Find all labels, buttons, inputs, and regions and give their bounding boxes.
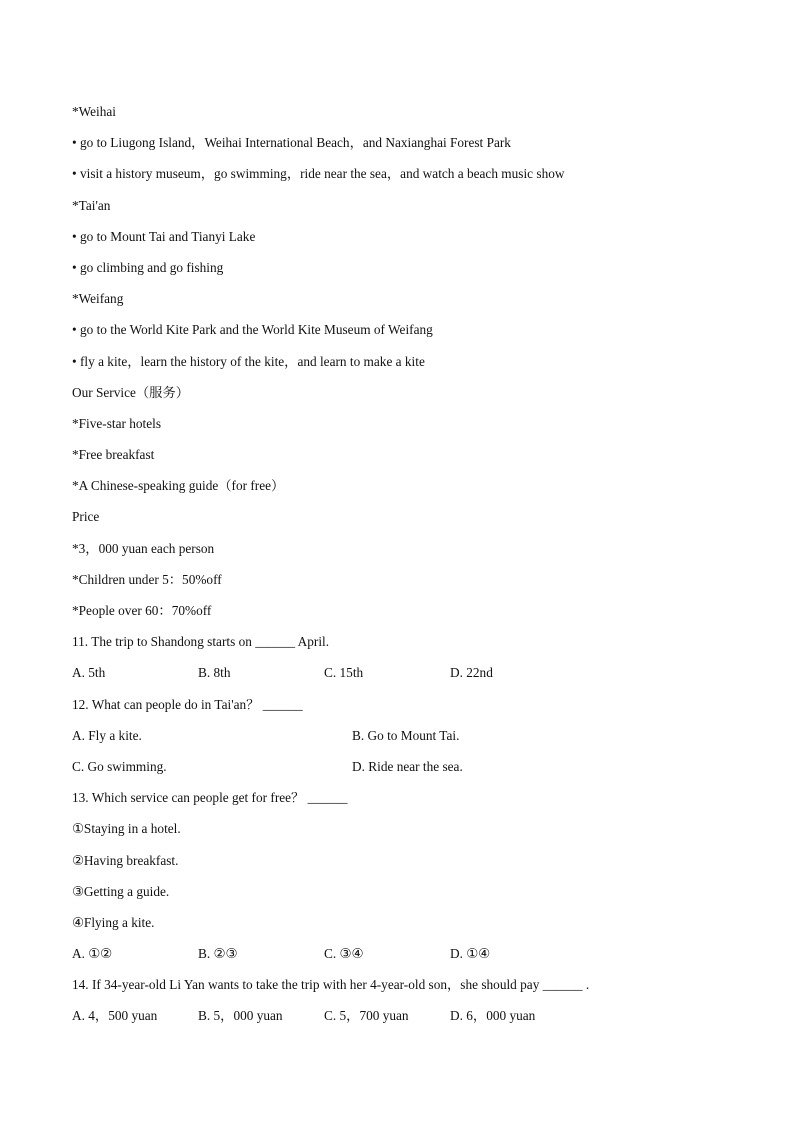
price-heading: Price <box>72 509 100 525</box>
option-a: A. 4，500 yuan <box>72 1008 158 1024</box>
question-13-choice: ④Flying a kite. <box>72 914 155 930</box>
taian-places: • go to Mount Tai and Tianyi Lake <box>72 228 256 244</box>
option-c: C. 5，700 yuan <box>324 1008 409 1024</box>
question-12-stem: 12. What can people do in Tai'an？ ______ <box>72 696 303 712</box>
question-13-stem: 13. Which service can people get for free？ ______ <box>72 790 348 806</box>
weifang-heading: *Weifang <box>72 291 124 307</box>
weihai-activities: • visit a history museum，go swimming，ride near the sea，and watch a beach music show <box>72 166 565 182</box>
weifang-places: • go to the World Kite Park and the World Kite Museum of Weifang <box>72 322 433 338</box>
weihai-heading: *Weihai <box>72 104 116 119</box>
service-heading: Our Service（服务） <box>72 384 190 400</box>
option-d: D. ①④ <box>450 946 491 962</box>
taian-activities: • go climbing and go fishing <box>72 259 224 275</box>
question-14-stem: 14. If 34-year-old Li Yan wants to take the trip with her 4-year-old son，she should pay ______ . <box>72 977 590 993</box>
service-item: *Free breakfast <box>72 447 155 463</box>
question-13-choice: ③Getting a guide. <box>72 883 170 899</box>
taian-heading: *Tai'an <box>72 197 111 213</box>
option-c: C. ③④ <box>324 946 364 962</box>
option-a: A. 5th <box>72 665 106 681</box>
option-a: A. Fly a kite. <box>72 727 142 743</box>
question-13-choice: ①Staying in a hotel. <box>72 821 181 837</box>
weifang-activities: • fly a kite，learn the history of the kite，and learn to make a kite <box>72 353 425 369</box>
service-item: *Five-star hotels <box>72 415 162 431</box>
option-b: B. Go to Mount Tai. <box>352 727 460 743</box>
question-11-stem: 11. The trip to Shandong starts on ______ April. <box>72 634 330 650</box>
option-b: B. ②③ <box>198 946 238 962</box>
question-11-options <box>72 662 732 693</box>
question-13-choice: ②Having breakfast. <box>72 852 179 868</box>
option-d: D. 22nd <box>450 665 493 681</box>
question-12-options-row2 <box>72 756 732 787</box>
option-b: B. 5，000 yuan <box>198 1008 283 1024</box>
question-12-options-row1 <box>72 725 732 756</box>
option-b: B. 8th <box>198 665 231 681</box>
option-a: A. ①② <box>72 946 113 962</box>
weihai-places: • go to Liugong Island，Weihai International Beach，and Naxianghai Forest Park <box>72 135 511 151</box>
option-c: C. Go swimming. <box>72 758 167 774</box>
service-item: *A Chinese-speaking guide（for free） <box>72 478 285 494</box>
price-item: *People over 60：70%off <box>72 603 212 618</box>
price-item: *3，000 yuan each person <box>72 540 215 556</box>
option-d: D. Ride near the sea. <box>352 758 463 774</box>
option-c: C. 15th <box>324 665 364 681</box>
option-d: D. 6，000 yuan <box>450 1008 536 1024</box>
question-14-options <box>72 1005 732 1036</box>
document-page <box>72 101 732 1037</box>
question-13-options <box>72 943 732 974</box>
price-item: *Children under 5：50%off <box>72 571 222 587</box>
